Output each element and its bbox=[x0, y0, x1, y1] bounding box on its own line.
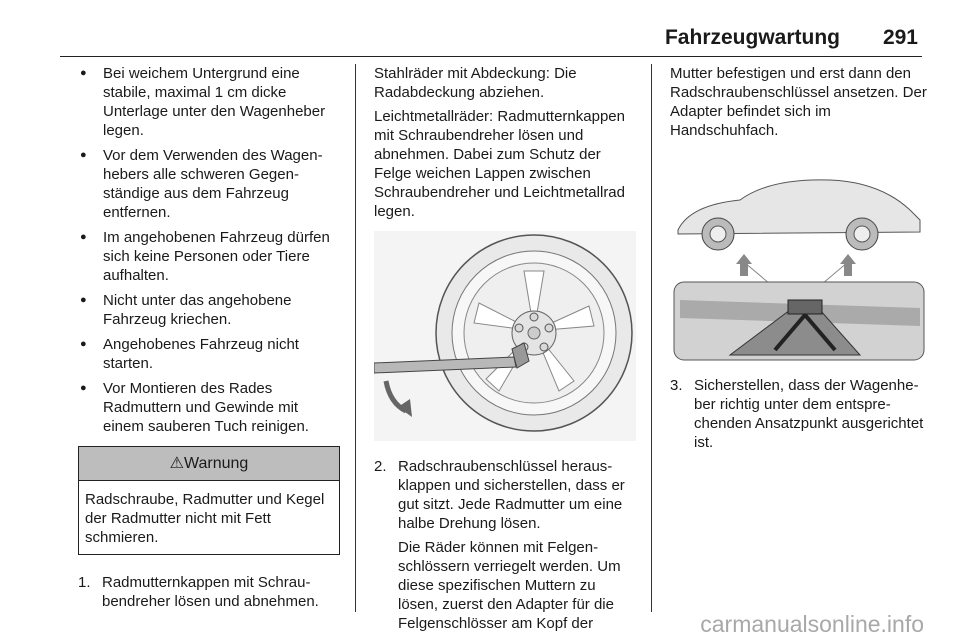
warning-text: Radschraube, Radmutter und Kegel der Radmutter nicht mit Fett schmieren. bbox=[85, 491, 325, 546]
step-number: 3. bbox=[670, 377, 683, 394]
column-1 bbox=[78, 64, 340, 616]
paragraph: Stahlräder mit Abdeckung: Die Radabdeckung abziehen. bbox=[374, 65, 577, 101]
list-item: ● Im angehobenen Fahrzeug dürfen sich keine Personen oder Tiere aufhalten. bbox=[78, 228, 340, 285]
step-3 bbox=[670, 376, 928, 452]
list-item: ● Bei weichem Untergrund eine stabile, maximal 1 cm dicke Unterlage unter den Wagenheber legen. bbox=[78, 64, 340, 140]
step-1 bbox=[78, 573, 340, 611]
paragraph: Leichtmetallräder: Radmutternkappen mit Schraubendreher lösen und abnehmen. Dabei zum Schutz der Felge weichen Lappen zwischen Schraubendreher und Leichtmetallrad legen. bbox=[374, 108, 625, 220]
warning-triangle-icon: ⚠ bbox=[169, 455, 184, 472]
warning-title: Warnung bbox=[184, 455, 249, 472]
step-2 bbox=[374, 457, 636, 533]
warning-header bbox=[79, 447, 339, 481]
step-number: 2. bbox=[374, 458, 387, 475]
paragraph: Mutter befestigen und erst dann den Radschraubenschlüssel ansetzen. Der Adapter befindet sich im Handschuhfach. bbox=[670, 65, 927, 139]
section-title: Fahrzeugwartung bbox=[664, 26, 840, 49]
step-number: 1. bbox=[78, 574, 91, 591]
list-item: ● Vor dem Verwenden des Wagenhebers alle schweren Gegenständige aus dem Fahrzeug entfernen. bbox=[78, 146, 340, 222]
column-3 bbox=[670, 64, 928, 457]
watermark: carmanualsonline.info bbox=[700, 611, 924, 637]
step-text: Radschraubenschlüssel herausklappen und sicherstellen, dass er gut sitzt. Jede Radmutter um eine halbe Drehung lösen. bbox=[398, 458, 625, 532]
list-item: ● Vor Montieren des Rades Radmuttern und Gewinde mit einem sauberen Tuch reinigen. bbox=[78, 379, 340, 436]
step-text: Sicherstellen, dass der Wagenheber richtig unter dem entsprechenden Ansatzpunkt ausgerichtet ist. bbox=[694, 377, 924, 451]
warning-box bbox=[78, 446, 340, 555]
page-number: 291 bbox=[882, 26, 918, 49]
column-divider bbox=[651, 64, 652, 612]
column-2 bbox=[374, 64, 636, 638]
page-header bbox=[60, 24, 922, 57]
step-2-note: Die Räder können mit Felgenschlössern verriegelt werden. Um diese spezifischen Muttern zu lösen, zuerst den Adapter für die Felgenschlösser am Kopf der bbox=[398, 539, 621, 632]
wheel-wrench-illustration bbox=[374, 231, 636, 441]
list-item: ● Angehobenes Fahrzeug nicht starten. bbox=[78, 335, 340, 373]
car-jack-illustration bbox=[670, 150, 928, 362]
column-divider bbox=[355, 64, 356, 612]
step-text: Radmutternkappen mit Schraubendreher lösen und abnehmen. bbox=[102, 574, 319, 610]
list-item: ● Nicht unter das angehobene Fahrzeug kriechen. bbox=[78, 291, 340, 329]
